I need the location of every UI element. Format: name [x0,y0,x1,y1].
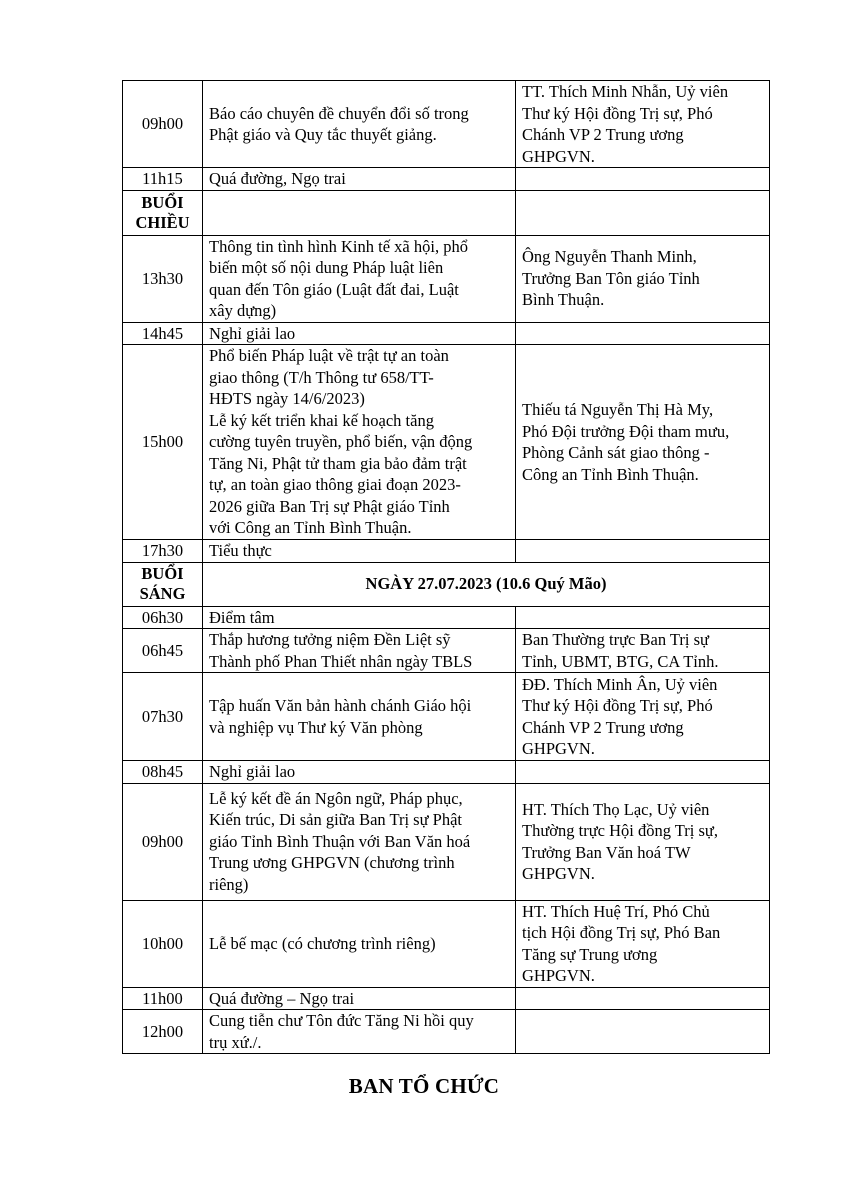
responsible-line: Công an Tỉnh Bình Thuận. [522,464,699,484]
responsible-line: tịch Hội đồng Trị sự, Phó Ban [522,923,721,942]
responsible-cell [516,783,770,900]
schedule-row [123,81,770,168]
activity-line: Thông tin tình hình Kinh tế xã hội, phổ [209,236,468,256]
responsible-line: GHPGVN. [522,146,595,166]
activity-cell [203,761,516,784]
activity-cell [203,540,516,563]
activity-line: và nghiệp vụ Thư ký Văn phòng [209,717,423,737]
schedule-table-body [123,81,770,1054]
time-cell: 11h00 [123,987,203,1010]
schedule-page [122,80,769,1054]
activity-line: riêng) [209,874,249,894]
schedule-row [123,1010,770,1054]
responsible-line: Phó Đội trưởng Đội tham mưu, [522,421,730,441]
activity-cell [203,673,516,761]
responsible-line: Trưởng Ban Văn hoá TW [522,842,691,862]
empty-cell [203,190,516,235]
activity-cell [203,900,516,987]
responsible-line: GHPGVN. [522,864,595,883]
activity-cell [203,235,516,322]
activity-line: Lễ ký kết đề án Ngôn ngữ, Pháp phục, [209,788,463,808]
activity-line: giáo Tỉnh Bình Thuận với Ban Văn hoá [209,831,471,851]
responsible-line: Chánh VP 2 Trung ương [522,717,684,737]
activity-cell [203,629,516,673]
responsible-cell [516,673,770,761]
session-label-line: BUỔI [141,192,184,212]
time-cell: 15h00 [123,345,203,540]
responsible-line: Thiếu tá Nguyễn Thị Hà My, [522,400,714,419]
activity-line: Phổ biến Pháp luật về trật tự an toàn [209,346,449,366]
responsible-line: GHPGVN. [522,966,595,985]
activity-line: Quá đường – Ngọ trai [209,988,355,1008]
activity-cell [203,1010,516,1054]
day-heading: NGÀY 27.07.2023 (10.6 Quý Mão) [203,562,770,606]
time-cell: 13h30 [123,235,203,322]
session-label [123,562,203,606]
activity-line: trụ xứ./. [209,1032,262,1052]
responsible-cell [516,987,770,1010]
schedule-row [123,783,770,900]
responsible-cell [516,629,770,673]
responsible-line: Chánh VP 2 Trung ương [522,125,684,144]
schedule-row [123,900,770,987]
responsible-line: Tăng sự Trung ương [522,944,658,964]
activity-line: quan đến Tôn giáo (Luật đất đai, Luật [209,279,459,299]
responsible-cell [516,168,770,191]
schedule-row [123,629,770,673]
activity-line: Tập huấn Văn bản hành chánh Giáo hội [209,696,472,715]
activity-line: cường tuyên truyền, phổ biến, vận động [209,432,473,452]
responsible-line: Ban Thường trực Ban Trị sự [522,630,709,649]
session-label-line: BUỔI [141,564,184,583]
responsible-line: Trưởng Ban Tôn giáo Tỉnh [522,268,700,288]
activity-cell [203,987,516,1010]
time-cell: 08h45 [123,761,203,784]
session-label-line: CHIỀU [135,212,190,232]
responsible-line: Bình Thuận. [522,290,605,310]
time-cell: 07h30 [123,673,203,761]
responsible-line: Thường trực Hội đồng Trị sự, [522,821,718,840]
activity-line: tự, an toàn giao thông giai đoạn 2023- [209,475,461,495]
activity-line: Nghỉ giải lao [209,762,296,781]
activity-line: Nghỉ giải lao [209,323,296,343]
activity-cell [203,168,516,191]
responsible-line: HT. Thích Huệ Trí, Phó Chủ [522,901,710,921]
session-label-line: SÁNG [139,584,186,603]
schedule-row [123,673,770,761]
responsible-cell [516,235,770,322]
activity-line: Cung tiễn chư Tôn đức Tăng Ni hồi quy [209,1011,474,1030]
responsible-line: GHPGVN. [522,739,595,758]
responsible-cell [516,606,770,629]
organizing-committee-signature: BAN TỔ CHỨC [348,1074,500,1098]
activity-line: Thành phố Phan Thiết nhân ngày TBLS [209,651,473,671]
responsible-cell [516,345,770,540]
session-row [123,190,770,235]
time-cell: 10h00 [123,900,203,987]
time-cell: 06h45 [123,629,203,673]
responsible-cell [516,540,770,563]
activity-line: Quá đường, Ngọ trai [209,169,346,188]
schedule-row [123,168,770,191]
schedule-row [123,987,770,1010]
activity-cell [203,783,516,900]
responsible-line: Phòng Cảnh sát giao thông - [522,443,710,462]
activity-line: HĐTS ngày 14/6/2023) [209,389,365,409]
empty-cell [516,190,770,235]
schedule-row [123,235,770,322]
time-cell: 06h30 [123,606,203,629]
activity-line: biến một số nội dung Pháp luật liên [209,258,444,277]
schedule-row [123,761,770,784]
activity-line: Kiến trúc, Di sản giữa Ban Trị sự Phật [209,810,463,830]
activity-line: Điểm tâm [209,607,275,627]
responsible-line: Tỉnh, UBMT, BTG, CA Tỉnh. [522,651,719,671]
responsible-line: Thư ký Hội đồng Trị sự, Phó [522,103,713,123]
responsible-line: Ông Nguyễn Thanh Minh, [522,247,697,267]
activity-line: với Công an Tỉnh Bình Thuận. [209,518,412,538]
responsible-cell [516,322,770,345]
activity-line: Thắp hương tưởng niệm Đền Liệt sỹ [209,630,451,649]
activity-line: Tăng Ni, Phật tử tham gia bảo đảm trật [209,453,467,473]
schedule-table [122,80,770,1054]
responsible-line: TT. Thích Minh Nhẫn, Uỷ viên [522,82,729,101]
activity-line: Trung ương GHPGVN (chương trình [209,853,455,873]
activity-cell [203,606,516,629]
activity-cell [203,81,516,168]
responsible-cell [516,761,770,784]
activity-line: giao thông (T/h Thông tư 658/TT- [209,367,434,387]
responsible-cell [516,900,770,987]
session-row [123,562,770,606]
activity-line: Lễ bế mạc (có chương trình riêng) [209,933,436,953]
session-label [123,190,203,235]
schedule-row [123,322,770,345]
responsible-cell [516,81,770,168]
time-cell: 09h00 [123,81,203,168]
schedule-row [123,345,770,540]
activity-line: Phật giáo và Quy tắc thuyết giảng. [209,125,437,144]
responsible-line: Thư ký Hội đồng Trị sự, Phó [522,696,713,715]
activity-line: 2026 giữa Ban Trị sự Phật giáo Tỉnh [209,496,450,516]
time-cell: 12h00 [123,1010,203,1054]
responsible-cell [516,1010,770,1054]
activity-cell [203,345,516,540]
responsible-line: ĐĐ. Thích Minh Ân, Uỷ viên [522,674,718,694]
time-cell: 09h00 [123,783,203,900]
time-cell: 14h45 [123,322,203,345]
time-cell: 17h30 [123,540,203,563]
activity-line: xây dựng) [209,301,277,320]
schedule-row [123,540,770,563]
time-cell: 11h15 [123,168,203,191]
schedule-row [123,606,770,629]
responsible-line: HT. Thích Thọ Lạc, Uỷ viên [522,799,710,819]
activity-line: Tiểu thực [209,541,272,560]
activity-line: Báo cáo chuyên đề chuyển đổi số trong [209,103,469,123]
activity-cell [203,322,516,345]
activity-line: Lễ ký kết triển khai kế hoạch tăng [209,410,434,430]
